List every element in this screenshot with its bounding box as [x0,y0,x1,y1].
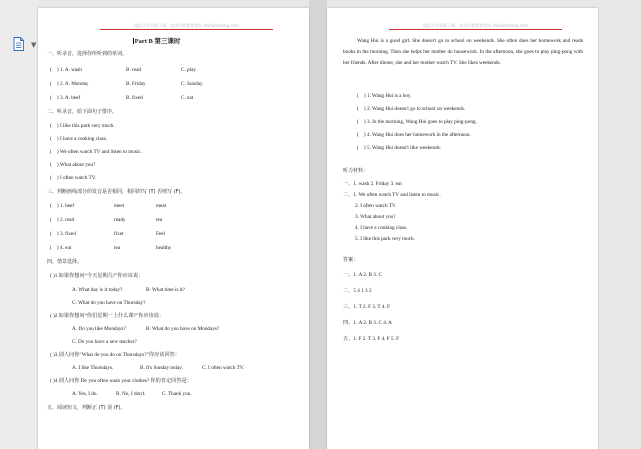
answer-line: 四、1. A 2. B 3. C 4. A [343,320,392,326]
s3-row: ( ) 1. beef [50,203,75,209]
document-icon[interactable] [13,37,24,51]
tf-item: ( ) 3. In the morning, Wang Hui goes to play ping-pong. [357,119,477,125]
section-1-heading: 一、听录音，选择你所听到的单词。 [47,51,128,57]
s4-option: C. Thank you. [162,391,192,397]
script-line: 5. I like this park very much. [355,236,415,242]
s4-option: B. It's Sunday today. [140,365,183,371]
s2-row: ( ) We often watch TV and listen to music. [50,149,142,155]
s1-row-c: C. eat [181,95,194,101]
text-cursor [133,38,134,44]
s2-row: ( ) I have a cooking class. [50,136,108,142]
s4-option: A. Do you like Mondays? [72,326,126,332]
script-line: 一、1. wash 2. Friday 3. eat [343,181,402,187]
s2-row: ( ) I often watch TV. [50,175,97,181]
script-title: 听力材料： [343,168,369,174]
s4-option: B. No, I don't. [116,391,146,397]
s3-word: tea [114,245,121,251]
s1-row: ( ) 3. A. beef [50,95,81,101]
tf-item: ( ) 5. Wang Hui doesn't like weekends. [357,145,441,151]
s1-row: ( ) 1. A. wash [50,67,82,73]
s2-row: ( ) What about you? [50,162,96,168]
s4-question: ( )1.如果你想问“今天星期几?”你应该说： [50,273,144,279]
header-rule [100,29,273,30]
page-header: 精品小学资源下载，请访问智慧课堂网 zhihuiketang.com [134,23,239,28]
answers-title: 答案： [343,257,359,263]
s4-option: C. What do you have on Thursday? [72,300,146,306]
s3-word: tea [156,217,163,223]
s4-option: B. What do you have on Mondays? [146,326,220,332]
s2-row: ( ) I like this park very much. [50,123,115,129]
s1-row-c: C. play [181,67,196,73]
tf-item: ( ) 1. Wang Hui is a boy. [357,93,412,99]
page-title: Part B 第三课时 [134,38,181,45]
answer-line: 三、1. T 2. F 3. T 4. F [343,304,390,310]
script-line: 二、1. We often watch TV and listen to music. [343,192,441,198]
s3-row: ( ) 3. fixed [50,231,76,237]
answer-line: 五、1. F 2. T 3. F 4. F 5. F [343,336,400,342]
page-header: 精品小学资源下载，请访问智慧课堂网 zhihuiketang.com [423,23,528,28]
s1-row-c: C. Sunday [181,81,203,87]
s4-option: B. What time is it? [146,287,185,293]
page-right [327,8,598,449]
tf-item: ( ) 4. Wang Hui does her homework in the afternoon. [357,132,471,138]
answer-line: 二、5 4 1 3 2 [343,288,372,294]
s4-option: A. I like Thursdays. [72,365,114,371]
script-line: 3. What about you? [355,214,396,220]
chevron-down-icon[interactable]: ▼ [31,41,37,49]
s4-option: C. Do you have a new teacher? [72,339,137,345]
s3-word: Feel [156,231,165,237]
script-line: 2. I often watch TV. [355,203,397,209]
s1-row: ( ) 2. A. Monday [50,81,89,87]
header-rule [389,29,562,30]
s4-option: A. Yes, I do. [72,391,98,397]
s3-row: ( ) 2. read [50,217,75,223]
section-2-heading: 二、听录音，给下面句子排序。 [47,109,118,115]
s3-word: meet [114,203,125,209]
left-gutter [0,0,38,449]
section-3-heading: 三、判断画线部分的发音是否相同，相同的写 (T) 否则写 (F)。 [47,189,186,195]
s3-word: fixet [114,231,124,237]
s4-question: ( )4.别人问你 Do you often wash your clothes? 你的肯定回答是： [50,378,192,384]
s4-option: C. I often watch TV. [202,365,245,371]
reading-passage: Wang Hui is a good girl. She doesn't go to school on weekends. She often does her homework and reads books in the morning. Then she helps her mother do housework. In the afternoon, she goes to play ping-pong with her friends. After dinner, she and her mother watch TV. She likes weekends. [343,38,583,66]
answer-line: 一、1. A 2. B 3. C [343,272,382,278]
s3-word: ready [114,217,126,223]
script-line: 4. I have a cooking class. [355,225,408,231]
page-left [38,8,309,449]
s3-word: meat [156,203,167,209]
page-gap [309,0,327,449]
tf-item: ( ) 2. Wang Hui doesn't go to school on weekends. [357,106,466,112]
s4-option: A. What day is it today? [72,287,123,293]
s4-question: ( )3.别人问你“What do you do on Thursdays?”你应该回答： [50,352,181,358]
s3-word: healthy [156,245,172,251]
s4-question: ( )2.如果你想问“你们星期一上什么课?”你应该说： [50,313,165,319]
section-4-heading: 四、情景选择。 [47,259,83,265]
s1-row-b: B. read [126,67,141,73]
s1-row-b: B. fixed [126,95,143,101]
s1-row-b: B. Friday [126,81,146,87]
s3-row: ( ) 4. eat [50,245,72,251]
section-5-heading: 五、阅读短文，判断正 (T) 误 (F)。 [47,405,126,411]
